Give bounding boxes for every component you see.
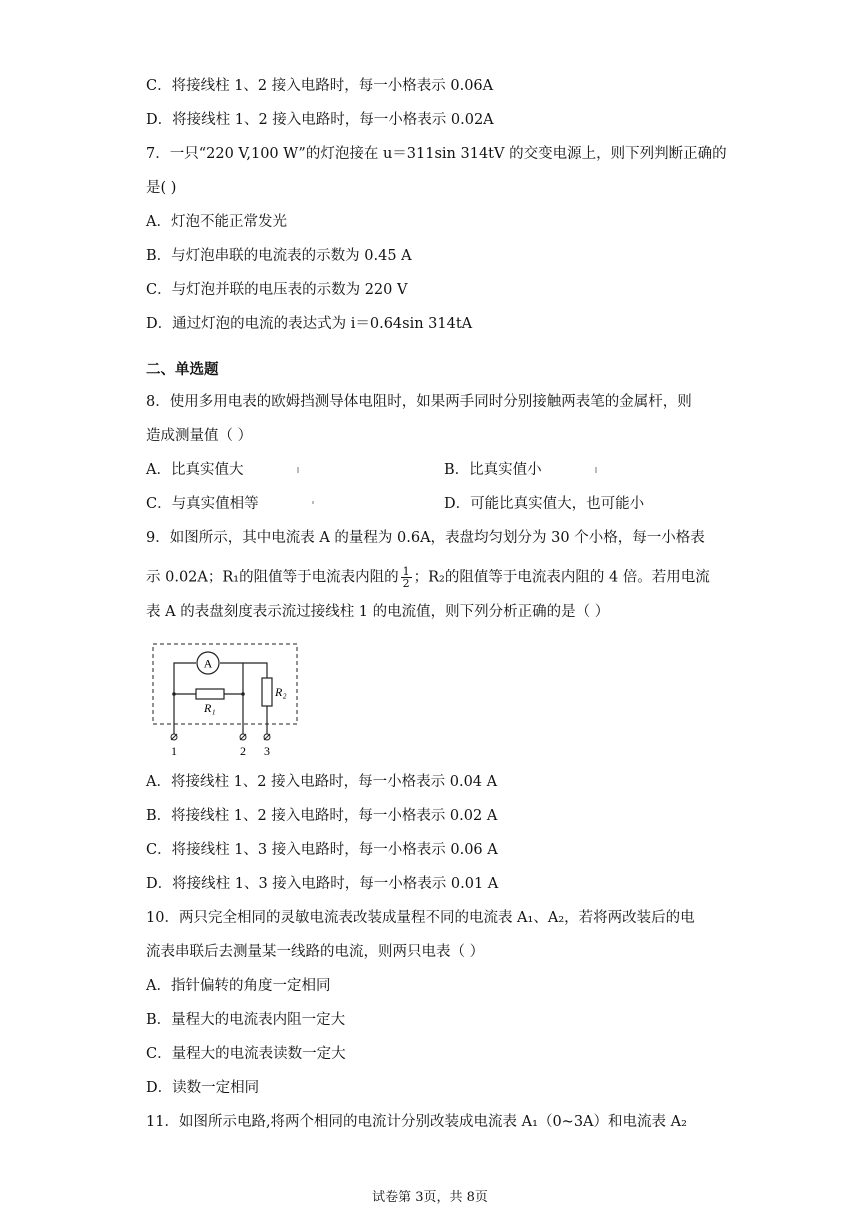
q10-option-d: D．读数一定相同 [146, 1080, 260, 1096]
dashed-box [153, 644, 297, 724]
junction-dot [172, 692, 176, 696]
terminal-3-label: 3 [264, 744, 270, 758]
question-7-stem-cont: 是( ) [146, 180, 177, 196]
q8-option-c: C．与真实值相等 [146, 496, 259, 512]
q9-text-pre: 示 0.02A；R₁的阻值等于电流表内阻的 [146, 569, 399, 586]
section-heading: 二、单选题 [146, 361, 219, 378]
page-footer: 试卷第 3页，共 8页 [372, 1190, 488, 1205]
question-8-stem-cont: 造成测量值（ ） [146, 428, 253, 444]
ammeter-label: A [203, 656, 213, 671]
q7-option-c: C．与灯泡并联的电压表的示数为 220 V [146, 282, 408, 298]
q7-option-a: A．灯泡不能正常发光 [146, 214, 287, 230]
fraction-numerator: 1 [402, 565, 410, 578]
q9-option-b: B．将接线柱 1、2 接入电路时，每一小格表示 0.02 A [146, 808, 498, 824]
q10-option-c: C．量程大的电流表读数一定大 [146, 1046, 346, 1062]
q7-option-d: D．通过灯泡的电流的表达式为 i＝0.64sin 314tA [146, 316, 473, 332]
question-9-stem: 9．如图所示，其中电流表 A 的量程为 0.6A，表盘均匀划分为 30 个小格，每一小格表 [146, 530, 705, 546]
fraction [401, 566, 412, 589]
question-9-stem-cont [146, 566, 710, 589]
resistor-r1-icon [196, 689, 224, 699]
scan-mark [312, 501, 314, 504]
r1-label: R₁ [204, 701, 216, 715]
question-8-stem: 8．使用多用电表的欧姆挡测导体电阻时，如果两手同时分别接触两表笔的金属杆，则 [146, 394, 692, 410]
q9-option-a: A．将接线柱 1、2 接入电路时，每一小格表示 0.04 A [146, 774, 498, 790]
question-11-stem: 11．如图所示电路,将两个相同的电流计分别改装成电流表 A₁（0~3A）和电流表 A₂ [146, 1114, 687, 1130]
q9-option-d: D．将接线柱 1、3 接入电路时，每一小格表示 0.01 A [146, 876, 499, 892]
option-c-prev: C．将接线柱 1、2 接入电路时，每一小格表示 0.06A [146, 78, 494, 94]
circuit-diagram [150, 642, 310, 758]
scan-mark [595, 467, 597, 473]
wire [174, 663, 196, 694]
r2-label: R₂ [275, 685, 287, 699]
resistor-r2-icon [262, 678, 272, 706]
q9-text-post: ；R₂的阻值等于电流表内阻的 4 倍。若用电流 [413, 569, 710, 586]
q8-option-d: D．可能比真实值大，也可能小 [444, 496, 645, 512]
q10-option-a: A．指针偏转的角度一定相同 [146, 978, 331, 994]
q8-option-b: B．比真实值小 [444, 462, 542, 478]
question-9-stem-cont2: 表 A 的表盘刻度表示流过接线柱 1 的电流值，则下列分析正确的是（ ） [146, 604, 610, 620]
scan-mark [297, 467, 299, 473]
junction-dot [241, 692, 245, 696]
question-10-stem-cont: 流表串联后去测量某一线路的电流，则两只电表（ ） [146, 944, 485, 960]
terminal-1-label: 1 [171, 744, 177, 758]
question-7-stem: 7．一只“220 V,100 W”的灯泡接在 u＝311sin 314tV 的交变电源上，则下列判断正确的 [146, 146, 727, 162]
option-d-prev: D．将接线柱 1、2 接入电路时，每一小格表示 0.02A [146, 112, 494, 128]
q8-option-a: A．比真实值大 [146, 462, 244, 478]
question-10-stem: 10．两只完全相同的灵敏电流表改装成量程不同的电流表 A₁、A₂，若将两改装后的电 [146, 910, 695, 926]
terminal-2-label: 2 [240, 744, 246, 758]
q10-option-b: B．量程大的电流表内阻一定大 [146, 1012, 346, 1028]
q7-option-b: B．与灯泡串联的电流表的示数为 0.45 A [146, 248, 412, 264]
fraction-denominator: 2 [402, 577, 410, 590]
q9-option-c: C．将接线柱 1、3 接入电路时，每一小格表示 0.06 A [146, 842, 498, 858]
